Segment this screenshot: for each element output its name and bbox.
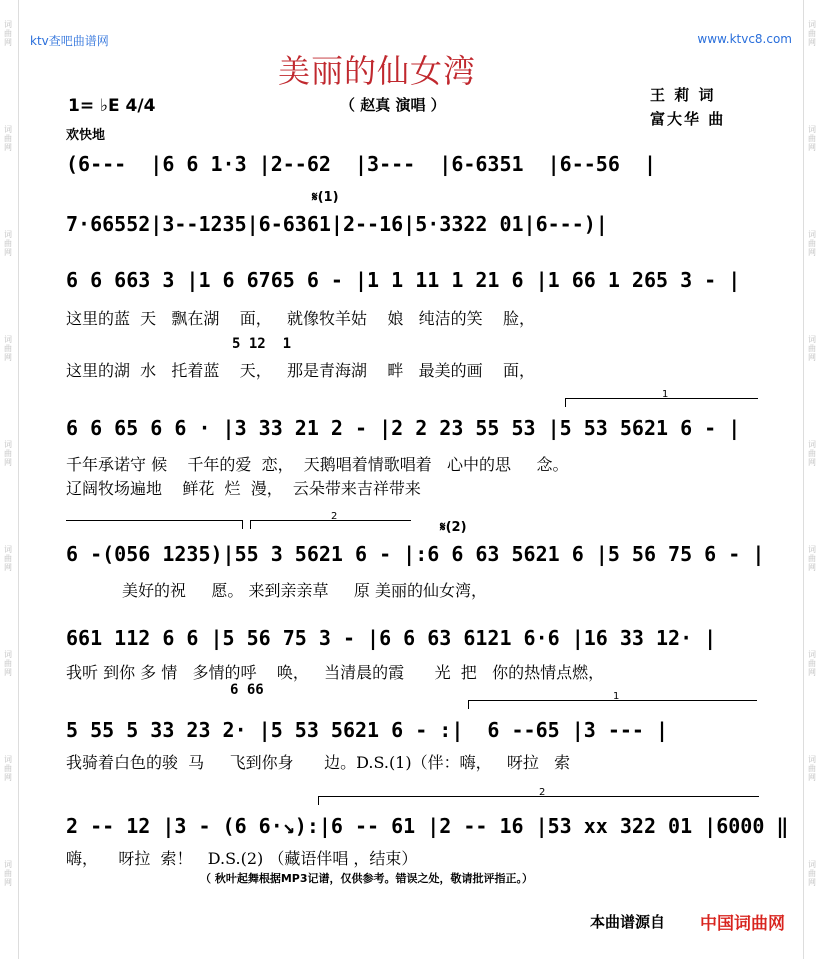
- segno-2: 𝄋(2): [440, 520, 467, 535]
- volta-bracket-1a: [565, 389, 758, 407]
- alt-notes-2: 6 66: [230, 682, 264, 698]
- side-watermark-text: 词 曲 网: [4, 335, 12, 362]
- side-watermark-text: 词 曲 网: [4, 755, 12, 782]
- site-watermark-right: www.ktvc8.com: [697, 32, 792, 46]
- lyric-line-7: 我骑着白色的骏 马 飞到你身 边。D.S.(1)（伴：嗨， 呀拉 索: [66, 753, 571, 772]
- lyric-line-8: 嗨， 呀拉 索！ D.S.(2) （藏语伴唱 ，结束）: [66, 849, 418, 868]
- key-signature: 1= ♭E 4/4: [68, 96, 156, 116]
- lyricist: 王 莉 词: [650, 86, 716, 104]
- site-watermark-left: ktv查吧曲谱网: [30, 34, 109, 48]
- performer: （ 赵真 演唱 ）: [340, 96, 446, 114]
- side-watermark-text: 词 曲 网: [4, 860, 12, 887]
- side-watermark-text: 词 曲 网: [4, 230, 12, 257]
- volta-bracket-1b: [468, 691, 757, 709]
- score-line-1: (6--- |6 6 1·3 |2--62 |3--- |6-6351 |6--56 |: [66, 152, 657, 176]
- side-watermark-text: 词 曲 网: [808, 545, 816, 572]
- volta-label-1a: 1: [662, 389, 669, 400]
- right-watermark-strip: [803, 0, 822, 959]
- side-watermark-text: 词 曲 网: [4, 125, 12, 152]
- side-watermark-text: 词 曲 网: [4, 20, 12, 47]
- lyric-line-4: 辽阔牧场遍地 鲜花 烂 漫， 云朵带来吉祥带来: [66, 479, 421, 498]
- left-watermark-strip: [0, 0, 19, 959]
- tempo-marking: 欢快地: [66, 128, 106, 143]
- volta-bracket-2a: [250, 511, 411, 529]
- side-watermark-text: 词 曲 网: [4, 545, 12, 572]
- source-site: 中国词曲网: [700, 914, 785, 934]
- side-watermark-text: 词 曲 网: [808, 125, 816, 152]
- volta-bracket-2b: [318, 787, 759, 805]
- side-watermark-text: 词 曲 网: [4, 650, 12, 677]
- side-watermark-text: 词 曲 网: [808, 440, 816, 467]
- side-watermark-text: 词 曲 网: [4, 440, 12, 467]
- side-watermark-text: 词 曲 网: [808, 860, 816, 887]
- alt-notes-1: 5 12 1: [232, 336, 292, 352]
- transcription-note: （ 秋叶起舞根据MP3记谱，仅供参考。错误之处，敬请批评指正。）: [200, 872, 533, 885]
- score-line-3: 6 6 663 3 |1 6 6765 6 - |1 1 11 1 21 6 |1 66 1 265 3 - |: [66, 268, 741, 292]
- segno-1: 𝄋(1): [312, 190, 339, 205]
- volta-label-1b: 1: [613, 691, 620, 702]
- side-watermark-text: 词 曲 网: [808, 230, 816, 257]
- score-line-2: 7·66552|3--1235|6-6361|2--16|5·3322 01|6---)|: [66, 212, 608, 236]
- lyric-line-2: 这里的湖 水 托着蓝 天， 那是青海湖 畔 最美的画 面，: [66, 361, 535, 380]
- side-watermark-text: 词 曲 网: [808, 20, 816, 47]
- lyric-line-5: 美好的祝 愿。 来到亲亲草 原 美丽的仙女湾，: [66, 581, 487, 600]
- volta-label-2b: 2: [539, 787, 546, 798]
- score-line-7: 5 55 5 33 23 2· |5 53 5621 6 - :| 6 --65 |3 --- |: [66, 718, 669, 742]
- side-watermark-text: 词 曲 网: [808, 335, 816, 362]
- side-watermark-text: 词 曲 网: [808, 650, 816, 677]
- score-line-5: 6 -(056 1235)|55 3 5621 6 - |:6 6 63 5621 6 |5 56 75 6 - |: [66, 542, 765, 566]
- lyric-line-1: 这里的蓝 天 飘在湖 面， 就像牧羊姑 娘 纯洁的笑 脸，: [66, 309, 535, 328]
- source-label: 本曲谱源自: [590, 913, 666, 931]
- lyric-line-6: 我听 到你 多 情 多情的呼 唤， 当清晨的霞 光 把 你的热情点燃，: [66, 663, 605, 682]
- score-line-6: 661 112 6 6 |5 56 75 3 - |6 6 63 6121 6·6 |16 33 12· |: [66, 626, 717, 650]
- score-line-8: 2 -- 12 |3 - (6 6·↘):|6 -- 61 |2 -- 16 |53 xx 322 01 |6000 ‖: [66, 814, 789, 838]
- side-watermark-text: 词 曲 网: [808, 755, 816, 782]
- lyric-line-3: 千年承诺守 候 千年的爱 恋， 天鹅唱着情歌唱着 心中的思 念。: [66, 455, 569, 474]
- volta-label-2a: 2: [331, 511, 338, 522]
- composer: 富大华 曲: [650, 110, 726, 128]
- song-title: 美丽的仙女湾: [278, 52, 477, 90]
- volta-end-line: [66, 520, 243, 529]
- score-line-4: 6 6 65 6 6 · |3 33 21 2 - |2 2 23 55 53 |5 53 5621 6 - |: [66, 416, 741, 440]
